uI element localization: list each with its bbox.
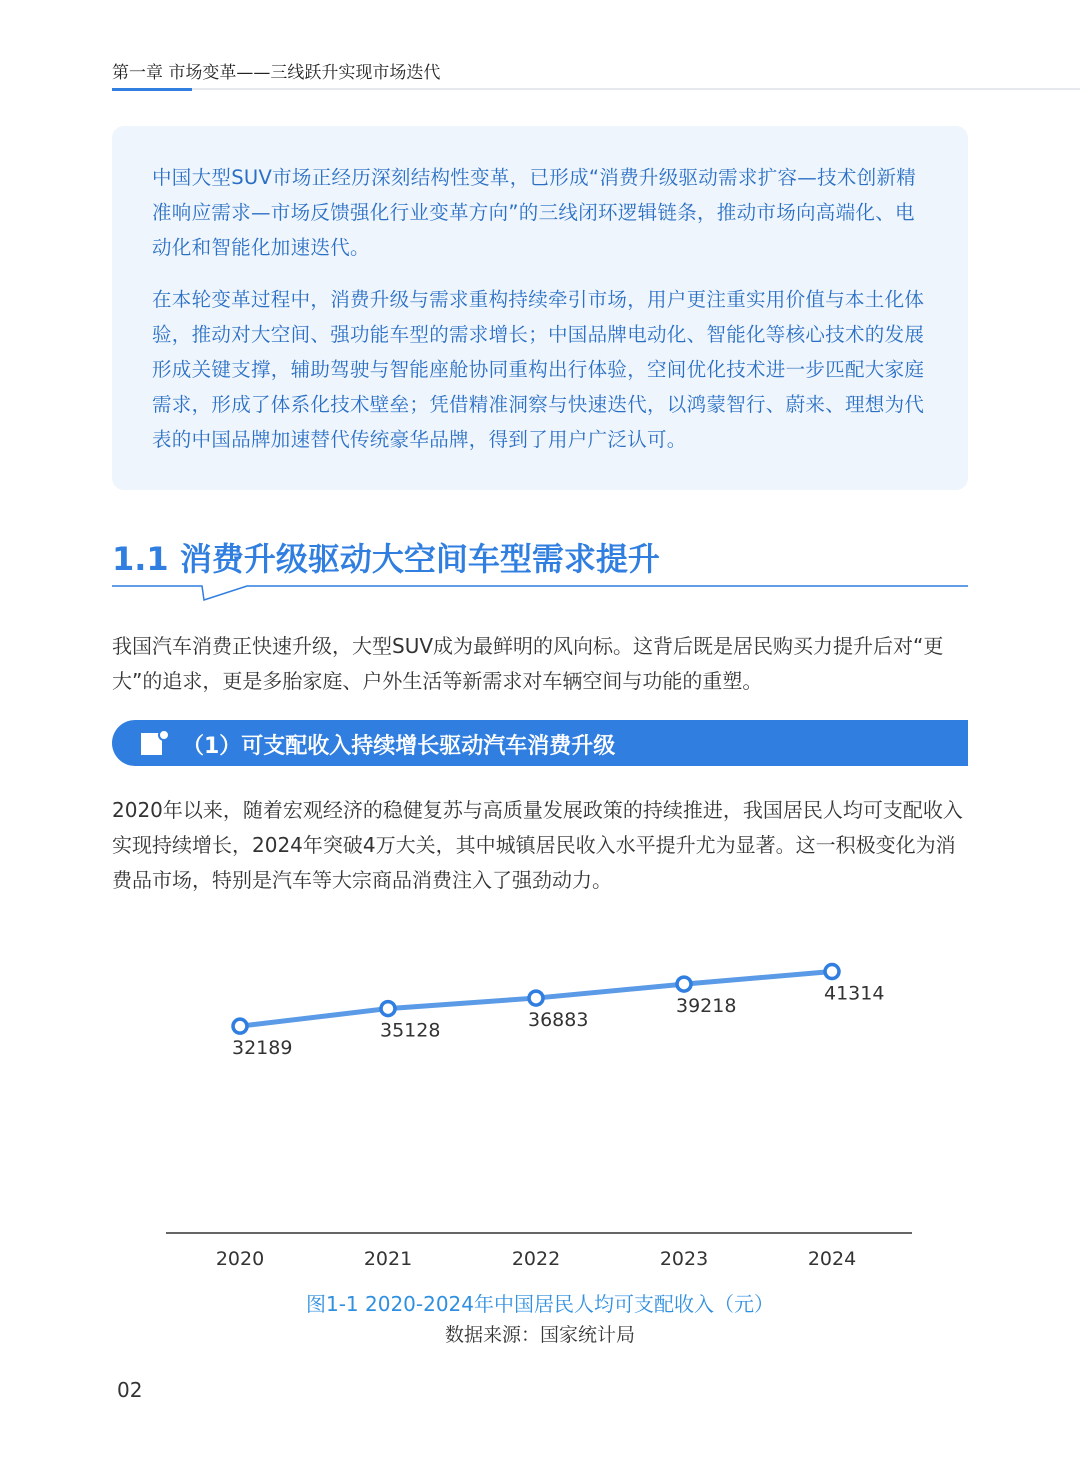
data-point-2022 [529, 991, 543, 1005]
summary-paragraph-2: 在本轮变革过程中，消费升级与需求重构持续牵引市场，用户更注重实用价值与本土化体验，推动对大空间、强功能车型的需求增长；中国品牌电动化、智能化等核心技术的发展形成关键支撑，辅助驾驶与智能座舱协同重构出行体验，空间优化技术进一步匹配大家庭需求，形成了体系化技术壁垒；凭借精准洞察与快速迭代，以鸿蒙智行、蔚来、理想为代表的中国品牌加速替代传统豪华品牌，得到了用户广泛认可。 [152, 288, 925, 451]
header-rule [112, 88, 1080, 90]
x-tick-label-2024: 2024 [807, 1248, 857, 1270]
subsection-title: （1）可支配收入持续增长驱动汽车消费升级 [182, 734, 616, 759]
page-number: 02 [117, 1378, 143, 1402]
section-intro: 我国汽车消费正快速升级，大型SUV成为最鲜明的风向标。这背后既是居民购买力提升后对“更大”的追求，更是多胎家庭、户外生活等新需求对车辆空间与功能的重塑。 [112, 634, 944, 693]
summary-paragraph-1: 中国大型SUV市场正经历深刻结构性变革，已形成“消费升级驱动需求扩容—技术创新精准响应需求—市场反馈强化行业变革方向”的三线闭环逻辑链条，推动市场向高端化、电动化和智能化加速迭代。 [152, 166, 917, 259]
data-point-2020 [233, 1019, 247, 1033]
x-tick-label-2022: 2022 [511, 1248, 561, 1270]
figure-source: 数据来源：国家统计局 [444, 1324, 635, 1346]
summary-box [112, 126, 968, 490]
data-point-2024 [825, 965, 839, 979]
income-line-chart [160, 940, 920, 1280]
data-label-2020: 32189 [232, 1037, 293, 1060]
x-tick-label-2020: 2020 [215, 1248, 265, 1270]
data-label-2024: 41314 [824, 982, 885, 1005]
note-icon [140, 730, 170, 756]
subsection-banner [112, 720, 968, 766]
data-label-2022: 36883 [528, 1009, 589, 1032]
data-label-2021: 35128 [380, 1019, 441, 1042]
figure-caption: 图1-1 2020-2024年中国居民人均可支配收入（元） [305, 1292, 775, 1316]
x-tick-label-2021: 2021 [363, 1248, 413, 1270]
section-title: 1.1 消费升级驱动大空间车型需求提升 [112, 540, 660, 578]
data-point-2023 [677, 977, 691, 991]
data-point-2021 [381, 1002, 395, 1016]
data-label-2023: 39218 [676, 995, 737, 1018]
x-tick-label-2023: 2023 [659, 1248, 709, 1270]
section-title-underline [112, 578, 972, 604]
subsection-body: 2020年以来，随着宏观经济的稳健复苏与高质量发展政策的持续推进，我国居民人均可支配收入实现持续增长，2024年突破4万大关，其中城镇居民收入水平提升尤为显著。这一积极变化为消费品市场，特别是汽车等大宗商品消费注入了强劲动力。 [112, 798, 963, 892]
chapter-title: 第一章 市场变革——三线跃升实现市场迭代 [112, 63, 441, 83]
header-accent-bar [112, 88, 192, 91]
